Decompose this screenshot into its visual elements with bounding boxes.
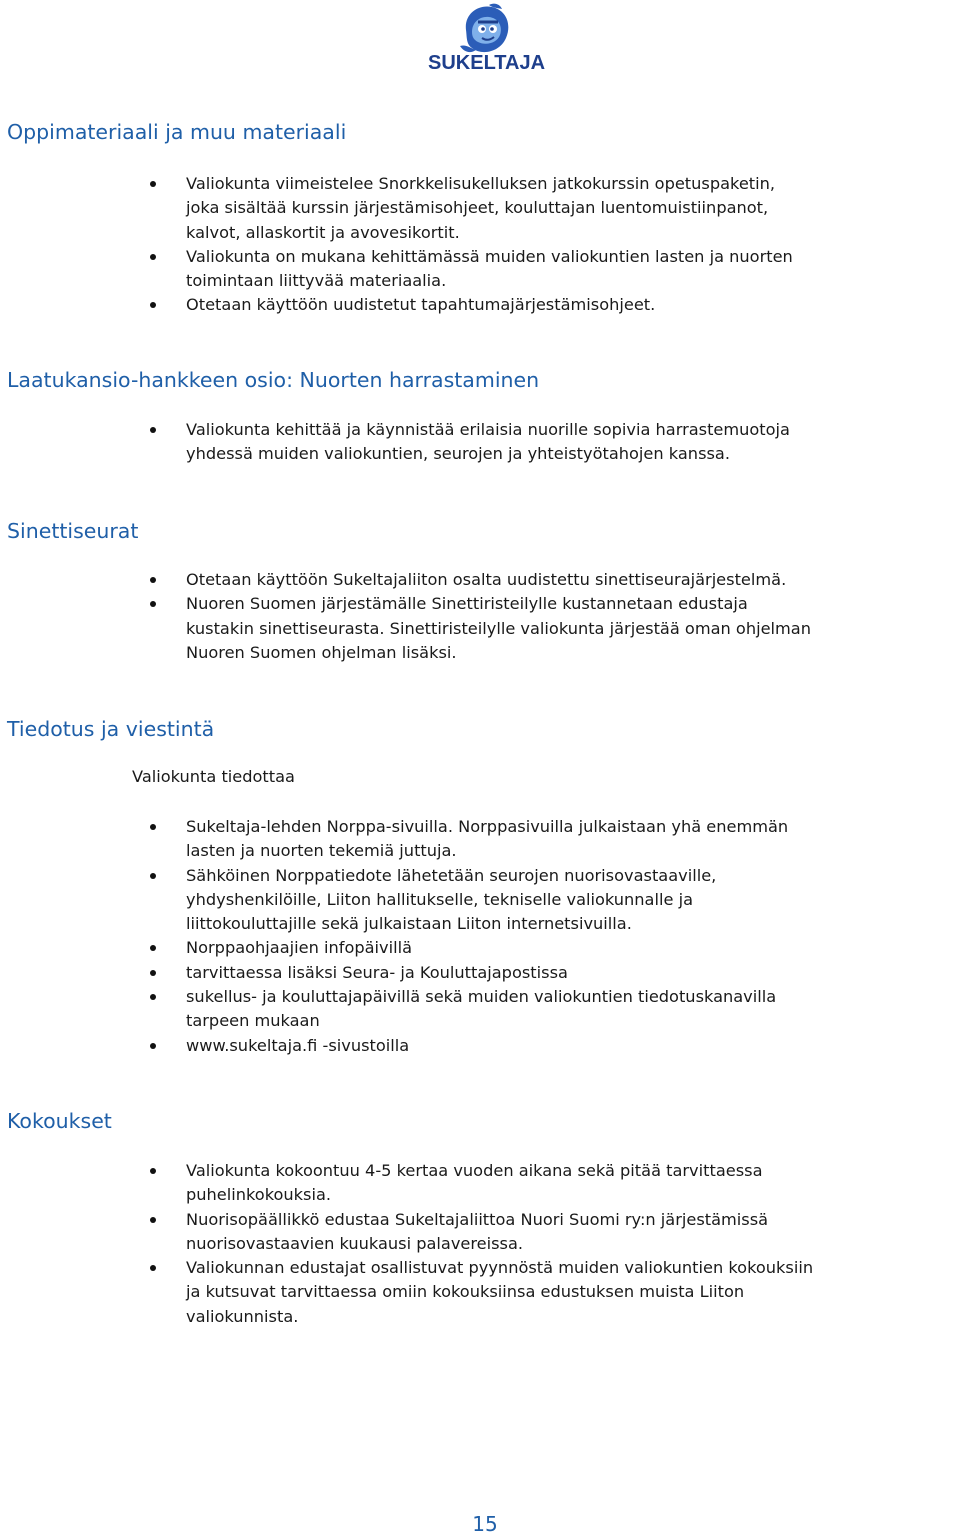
page-number: 15 <box>472 1512 498 1536</box>
list-item: Valiokunnan edustajat osallistuvat pyynnöstä muiden valiokuntien kokouksiin ja kutsuvat tarvittaessa omiin kokouksiinsa edustuksen muista Liiton valiokunnista. <box>150 1256 960 1329</box>
list-item: www.sukeltaja.fi -sivustoilla <box>150 1034 960 1058</box>
list-item: sukellus- ja kouluttajapäivillä sekä muiden valiokuntien tiedotuskanavilla tarpeen mukaan <box>150 985 960 1034</box>
communications-list <box>150 815 960 1058</box>
diver-mascot-icon <box>458 2 514 56</box>
list-item: Norppaohjaajien infopäivillä <box>150 936 960 960</box>
materials-list <box>150 172 960 318</box>
list-item: Valiokunta kehittää ja käynnistää erilaisia nuorille sopivia harrastemuotoja yhdessä muiden valiokuntien, seurojen ja yhteistyötahojen kanssa. <box>150 418 960 467</box>
list-item: Sähköinen Norppatiedote lähetetään seurojen nuorisovastaaville, yhdyshenkilöille, Liiton hallitukselle, tekniselle valiokunnalle ja liittokouluttajille sekä julkaistaan Liiton internetsivuilla. <box>150 864 960 937</box>
list-item: Valiokunta viimeistelee Snorkkelisukelluksen jatkokurssin opetuspaketin, joka sisältää kurssin järjestämisohjeet, kouluttajan luentomuistiinpanot, kalvot, allaskortit ja avovesikortit. <box>150 172 960 245</box>
list-item: Otetaan käyttöön uudistetut tapahtumajärjestämisohjeet. <box>150 293 960 317</box>
meetings-list <box>150 1159 960 1329</box>
communications-intro: Valiokunta tiedottaa <box>132 767 295 786</box>
section-heading-seal-clubs: Sinettiseurat <box>7 519 139 543</box>
list-item: tarvittaessa lisäksi Seura- ja Kouluttajapostissa <box>150 961 960 985</box>
list-item: Sukeltaja-lehden Norppa-sivuilla. Norppasivuilla julkaistaan yhä enemmän lasten ja nuorten tekemiä juttuja. <box>150 815 960 864</box>
sukeltaja-logo <box>428 2 544 82</box>
section-heading-communications: Tiedotus ja viestintä <box>7 717 215 741</box>
list-item: Nuoren Suomen järjestämälle Sinettiristeilylle kustannetaan edustaja kustakin sinettiseurasta. Sinettiristeilylle valiokunta järjestää oman ohjelman Nuoren Suomen ohjelman lisäksi. <box>150 592 960 665</box>
seal-clubs-list <box>150 568 960 665</box>
section-heading-meetings: Kokoukset <box>7 1109 112 1133</box>
quality-folder-list <box>150 418 960 467</box>
list-item: Otetaan käyttöön Sukeltajaliiton osalta uudistettu sinettiseurajärjestelmä. <box>150 568 960 592</box>
logo-wordmark: SUKELTAJA <box>428 52 546 74</box>
list-item: Valiokunta kokoontuu 4-5 kertaa vuoden aikana sekä pitää tarvittaessa puhelinkokouksia. <box>150 1159 960 1208</box>
list-item: Nuorisopäällikkö edustaa Sukeltajaliittoa Nuori Suomi ry:n järjestämissä nuorisovastaavien kuukausi palavereissa. <box>150 1208 960 1257</box>
section-heading-materials: Oppimateriaali ja muu materiaali <box>7 120 347 144</box>
list-item: Valiokunta on mukana kehittämässä muiden valiokuntien lasten ja nuorten toimintaan liittyvää materiaalia. <box>150 245 960 294</box>
section-heading-quality-folder: Laatukansio-hankkeen osio: Nuorten harrastaminen <box>7 368 540 392</box>
